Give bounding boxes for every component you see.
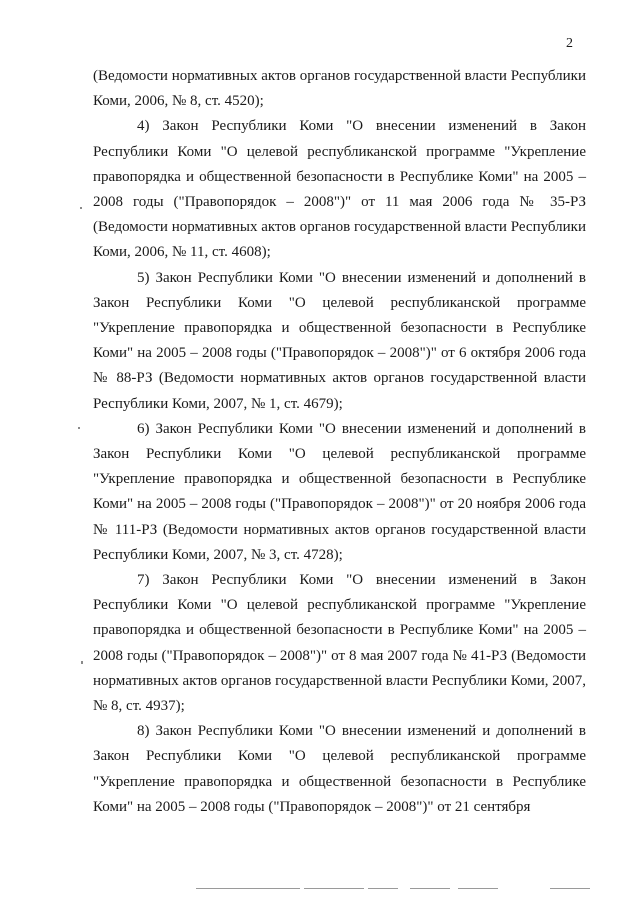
paragraph-item-7: 7) Закон Республики Коми "О внесении изменений в Закон Республики Коми "О целевой республиканской программе "Укрепление правопорядка и общественной безопасности в Республике Коми" на 2005 – 2008 годы ("Правопорядок – 2008")" от 8 мая 2007 года № 41-РЗ (Ведомости нормативных актов органов государственной власти Республики Коми, 2007, № 8, ст. 4937);: [93, 572, 587, 715]
document-body: [93, 64, 586, 820]
scan-artifact: [80, 207, 82, 209]
scan-artifact: [78, 427, 80, 429]
scan-edge-line: [410, 888, 450, 889]
scan-edge-line: [304, 888, 364, 889]
scan-artifact: [81, 661, 83, 664]
paragraph-item-6: 6) Закон Республики Коми "О внесении изменений и дополнений в Закон Республики Коми "О целевой республиканской программе "Укрепление правопорядка и общественной безопасности в Республике Коми" на 2005 – 2008 годы ("Правопорядок – 2008")" от 20 ноября 2006 года № 111-РЗ (Ведомости нормативных актов органов государственной власти Республики Коми, 2007, № 3, ст. 4728);: [93, 420, 586, 563]
paragraph-item-8: 8) Закон Республики Коми "О внесении изменений и дополнений в Закон Республики Коми "О целевой республиканской программе "Укрепление правопорядка и общественной безопасности в Республике Коми" на 2005 – 2008 годы ("Правопорядок – 2008")" от 21 сентября: [93, 723, 586, 815]
scan-edge-line: [550, 888, 590, 889]
scan-edge-line: [196, 888, 300, 889]
scan-edge-line: [368, 888, 398, 889]
paragraph-item-4: 4) Закон Республики Коми "О внесении изменений в Закон Республики Коми "О целевой республиканской программе "Укрепление правопорядка и общественной безопасности в Республике Коми" на 2005 – 2008 годы ("Правопорядок – 2008")" от 11 мая 2006 года № 35-РЗ (Ведомости нормативных актов органов государственной власти Республики Коми, 2006, № 11, ст. 4608);: [93, 118, 586, 261]
paragraph-continuation: (Ведомости нормативных актов органов государственной власти Республики Коми, 2006, № 8, ст. 4520);: [93, 68, 586, 110]
scan-edge-line: [458, 888, 498, 889]
page-number: 2: [566, 36, 573, 51]
paragraph-item-5: 5) Закон Республики Коми "О внесении изменений и дополнений в Закон Республики Коми "О целевой республиканской программе "Укрепление правопорядка и общественной безопасности в Республике Коми" на 2005 – 2008 годы ("Правопорядок – 2008")" от 6 октября 2006 года № 88-РЗ (Ведомости нормативных актов органов государственной власти Республики Коми, 2007, № 1, ст. 4679);: [93, 269, 586, 412]
